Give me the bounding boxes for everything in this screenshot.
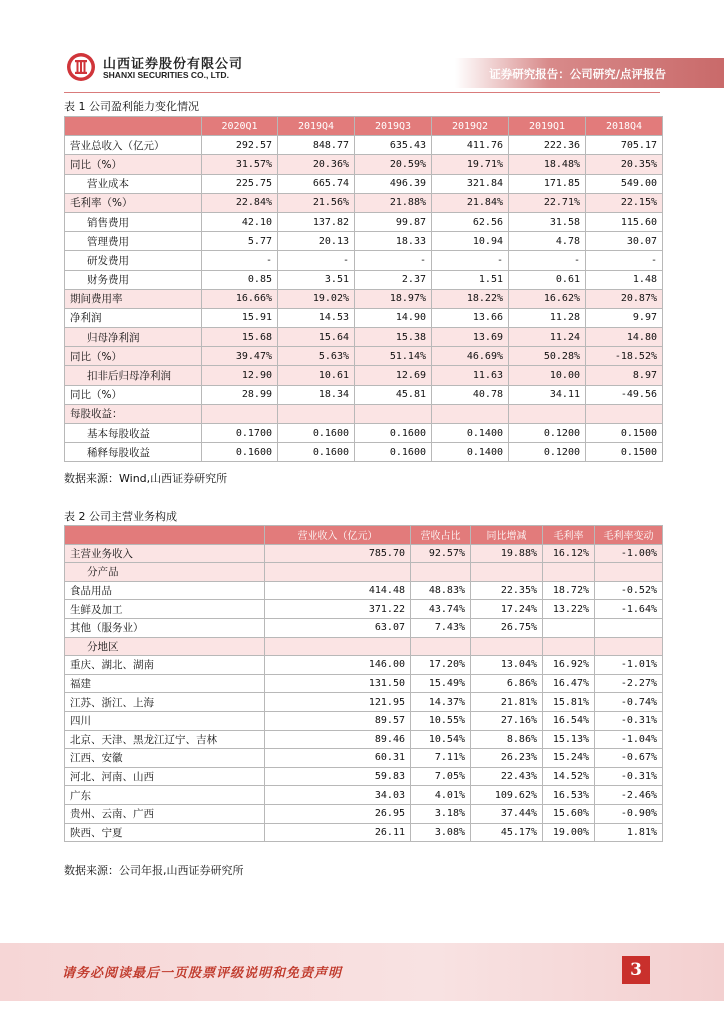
table-cell: 0.1500 [586,424,663,443]
table-cell: 59.83 [265,767,411,786]
table-cell: 18.97% [355,289,432,308]
row-label: 四川 [65,711,265,730]
row-label: 财务费用 [65,270,202,289]
table-row [65,251,663,270]
row-label: 食品用品 [65,581,265,600]
table-cell: 17.24% [471,600,543,619]
table-cell: 10.94 [432,232,509,251]
column-header: 2018Q4 [586,117,663,136]
row-label: 其他（服务业） [65,618,265,637]
table-cell: 0.61 [509,270,586,289]
table-cell: 15.64 [278,328,355,347]
table-cell: 12.69 [355,366,432,385]
table-cell: 26.11 [265,823,411,842]
table-row [65,308,663,327]
row-label: 营业成本 [65,174,202,193]
table-cell: 13.69 [432,328,509,347]
table-cell: 14.90 [355,308,432,327]
row-label: 归母净利润 [65,328,202,347]
table-header-row [65,526,663,545]
table-cell: 10.55% [411,711,471,730]
table-cell: - [586,251,663,270]
table-cell: 37.44% [471,804,543,823]
table-cell: -0.52% [595,581,663,600]
table-cell: 10.54% [411,730,471,749]
report-type-text: 证券研究报告：公司研究/点评报告 [489,67,666,81]
table-cell: 18.22% [432,289,509,308]
table-cell: 9.97 [586,308,663,327]
table-cell: 414.48 [265,581,411,600]
table-cell: 15.13% [543,730,595,749]
table-cell: 665.74 [278,174,355,193]
business-composition-table [64,525,663,842]
table-cell: 0.1400 [432,443,509,462]
table-cell: 13.04% [471,656,543,675]
table-cell: 848.77 [278,136,355,155]
table-cell: 549.00 [586,174,663,193]
table-cell: 22.35% [471,581,543,600]
table-cell [595,563,663,582]
table-cell: 171.85 [509,174,586,193]
table-cell: 0.1600 [355,443,432,462]
table-cell: 45.81 [355,385,432,404]
row-label: 营业总收入（亿元） [65,136,202,155]
table-row [65,600,663,619]
table-cell [543,618,595,637]
table-cell: 48.83% [411,581,471,600]
table-cell: 0.1500 [586,443,663,462]
table-cell: 635.43 [355,136,432,155]
table-cell: 4.78 [509,232,586,251]
table-cell: 3.18% [411,804,471,823]
row-label: 稀释每股收益 [65,443,202,462]
row-label: 主营业务收入 [65,544,265,563]
table-cell: 60.31 [265,749,411,768]
table-cell: 411.76 [432,136,509,155]
table-cell: 27.16% [471,711,543,730]
company-name-cn: 山西证券股份有限公司 [103,57,244,72]
row-label: 分产品 [65,563,265,582]
table-cell: 0.1200 [509,443,586,462]
header-divider [64,92,660,93]
table-cell: 321.84 [432,174,509,193]
table-row [65,443,663,462]
table-cell: 8.97 [586,366,663,385]
table-cell: 785.70 [265,544,411,563]
table-row [65,618,663,637]
table-row [65,385,663,404]
table-cell: 21.81% [471,693,543,712]
table-cell: 16.62% [509,289,586,308]
table-cell: 42.10 [202,212,278,231]
table-cell: 10.61 [278,366,355,385]
table-cell: 1.51 [432,270,509,289]
table-cell: - [432,251,509,270]
row-label: 贵州、云南、广西 [65,804,265,823]
table-row [65,136,663,155]
row-label: 研发费用 [65,251,202,270]
profitability-table [64,116,663,462]
table-cell: 16.54% [543,711,595,730]
table-cell: 15.38 [355,328,432,347]
table-cell: - [278,251,355,270]
table-cell [432,404,509,423]
table-row [65,767,663,786]
table-row [65,674,663,693]
disclaimer-text: 请务必阅读最后一页股票评级说明和免责声明 [62,966,343,981]
table-cell: - [202,251,278,270]
table-cell: 62.56 [432,212,509,231]
table-cell: 19.00% [543,823,595,842]
row-label: 江苏、浙江、上海 [65,693,265,712]
table-cell: -1.64% [595,600,663,619]
column-header: 2020Q1 [202,117,278,136]
table-cell: 3.08% [411,823,471,842]
row-label: 毛利率（%） [65,193,202,212]
report-type-banner [455,58,724,88]
table-cell: 21.56% [278,193,355,212]
row-label: 北京、天津、黑龙江辽宁、吉林 [65,730,265,749]
row-label: 福建 [65,674,265,693]
column-header: 毛利率变动 [595,526,663,545]
column-header: 2019Q4 [278,117,355,136]
table-cell: 11.24 [509,328,586,347]
table-cell: 7.05% [411,767,471,786]
table-cell: 30.07 [586,232,663,251]
table-cell: 22.84% [202,193,278,212]
table-cell: 4.01% [411,786,471,805]
table-cell: 15.91 [202,308,278,327]
column-header: 毛利率 [543,526,595,545]
table-cell: 26.95 [265,804,411,823]
row-label: 管理费用 [65,232,202,251]
table-cell [595,637,663,656]
row-label: 同比（%） [65,385,202,404]
row-label: 基本每股收益 [65,424,202,443]
table-cell: 15.49% [411,674,471,693]
table-cell [278,404,355,423]
table-row [65,749,663,768]
table-row [65,366,663,385]
table-cell [355,404,432,423]
row-label: 重庆、湖北、湖南 [65,656,265,675]
table-cell [471,563,543,582]
table-row [65,804,663,823]
table-cell: 18.48% [509,155,586,174]
table-cell: 0.85 [202,270,278,289]
table-cell [586,404,663,423]
table-cell: 21.84% [432,193,509,212]
table-cell: 16.12% [543,544,595,563]
row-label: 生鲜及加工 [65,600,265,619]
row-label: 期间费用率 [65,289,202,308]
table-cell: -49.56 [586,385,663,404]
table-cell: 20.35% [586,155,663,174]
table-row [65,328,663,347]
table-row [65,212,663,231]
table-cell: 39.47% [202,347,278,366]
table-cell: 28.99 [202,385,278,404]
table-row [65,786,663,805]
table-cell: 0.1600 [355,424,432,443]
table-cell [265,563,411,582]
table-cell: 46.69% [432,347,509,366]
table-cell: 18.72% [543,581,595,600]
table-cell [543,637,595,656]
table-row [65,289,663,308]
table-cell: 12.90 [202,366,278,385]
row-label: 广东 [65,786,265,805]
table-row [65,270,663,289]
table-cell: -0.90% [595,804,663,823]
table-cell: 20.13 [278,232,355,251]
table-cell: -1.04% [595,730,663,749]
table-cell: 19.71% [432,155,509,174]
table-cell [411,563,471,582]
column-header [65,117,202,136]
table-cell: 31.58 [509,212,586,231]
table-cell [265,637,411,656]
company-name-en: SHANXI SECURITIES CO., LTD. [103,70,229,80]
table-cell: 51.14% [355,347,432,366]
table-cell [471,637,543,656]
table-cell: 22.71% [509,193,586,212]
table-cell: 0.1600 [278,424,355,443]
table-cell: 371.22 [265,600,411,619]
table-row [65,581,663,600]
table-cell: -0.74% [595,693,663,712]
table-cell: 89.57 [265,711,411,730]
table-cell: 43.74% [411,600,471,619]
table-cell: -2.46% [595,786,663,805]
table-cell: -1.00% [595,544,663,563]
column-header: 2019Q3 [355,117,432,136]
table-cell: 7.11% [411,749,471,768]
table-row [65,404,663,423]
table-cell: 19.88% [471,544,543,563]
table-cell: -1.01% [595,656,663,675]
table-cell: -2.27% [595,674,663,693]
table-cell: 92.57% [411,544,471,563]
table2-source: 数据来源：公司年报,山西证券研究所 [64,864,244,877]
table-cell: 15.24% [543,749,595,768]
table-cell: 705.17 [586,136,663,155]
table-cell: 13.22% [543,600,595,619]
table-cell [509,404,586,423]
table-cell: 1.48 [586,270,663,289]
table1-source: 数据来源：Wind,山西证券研究所 [64,472,228,485]
table-cell: 3.51 [278,270,355,289]
table-cell: 13.66 [432,308,509,327]
table-cell: 89.46 [265,730,411,749]
table-row [65,656,663,675]
table-cell [543,563,595,582]
table-row [65,563,663,582]
table-cell: 21.88% [355,193,432,212]
row-label: 河北、河南、山西 [65,767,265,786]
table-cell: 225.75 [202,174,278,193]
table-cell: 20.59% [355,155,432,174]
column-header: 同比增减 [471,526,543,545]
table-cell: 26.75% [471,618,543,637]
table-cell: 5.63% [278,347,355,366]
table-cell: -0.67% [595,749,663,768]
page-number: 3 [622,956,650,984]
table-row [65,823,663,842]
column-header: 2019Q1 [509,117,586,136]
table-row [65,544,663,563]
table-cell: 14.52% [543,767,595,786]
table-cell: 18.34 [278,385,355,404]
table-cell [202,404,278,423]
row-label: 销售费用 [65,212,202,231]
table-cell: 2.37 [355,270,432,289]
table-cell: 22.43% [471,767,543,786]
column-header: 营业收入（亿元） [265,526,411,545]
table-cell: 34.03 [265,786,411,805]
table-cell: - [355,251,432,270]
table-row [65,193,663,212]
table-cell: 15.68 [202,328,278,347]
table-cell: 222.36 [509,136,586,155]
table-cell: 31.57% [202,155,278,174]
table-cell [595,618,663,637]
table-cell: 14.53 [278,308,355,327]
table-cell: -18.52% [586,347,663,366]
table-cell: 137.82 [278,212,355,231]
table-cell: 10.00 [509,366,586,385]
table-row [65,424,663,443]
table-cell: 16.66% [202,289,278,308]
table-cell: 0.1400 [432,424,509,443]
table-cell: 6.86% [471,674,543,693]
table-header-row [65,117,663,136]
column-header [65,526,265,545]
table-cell: 131.50 [265,674,411,693]
table-cell: 115.60 [586,212,663,231]
table-cell: 17.20% [411,656,471,675]
row-label: 净利润 [65,308,202,327]
table-row [65,730,663,749]
table-cell: 11.28 [509,308,586,327]
table-cell: 11.63 [432,366,509,385]
column-header: 2019Q2 [432,117,509,136]
table-cell: 8.86% [471,730,543,749]
table-cell: 292.57 [202,136,278,155]
table-cell: 0.1200 [509,424,586,443]
table-cell: 20.36% [278,155,355,174]
table-cell: 15.60% [543,804,595,823]
table-cell: 1.81% [595,823,663,842]
table-cell: 0.1600 [202,443,278,462]
table-row [65,174,663,193]
table-row [65,637,663,656]
table-cell: 14.80 [586,328,663,347]
table-cell: -0.31% [595,711,663,730]
row-label: 分地区 [65,637,265,656]
table-row [65,155,663,174]
table-cell: 7.43% [411,618,471,637]
table-cell: 16.92% [543,656,595,675]
table-cell [411,637,471,656]
table-row [65,711,663,730]
table-cell: 63.07 [265,618,411,637]
table-row [65,693,663,712]
column-header: 营收占比 [411,526,471,545]
table-cell: 15.81% [543,693,595,712]
table-cell: 496.39 [355,174,432,193]
table-cell: 19.02% [278,289,355,308]
table-cell: 121.95 [265,693,411,712]
table-row [65,232,663,251]
table-row [65,347,663,366]
table-cell: 16.53% [543,786,595,805]
table-cell: 146.00 [265,656,411,675]
table-cell: 50.28% [509,347,586,366]
row-label: 江西、安徽 [65,749,265,768]
table-cell: 14.37% [411,693,471,712]
table-cell: 34.11 [509,385,586,404]
row-label: 同比（%） [65,347,202,366]
table-cell: 0.1600 [278,443,355,462]
table-cell: 109.62% [471,786,543,805]
table-cell: 20.87% [586,289,663,308]
table-cell: 0.1700 [202,424,278,443]
table-cell: 99.87 [355,212,432,231]
table-cell: 16.47% [543,674,595,693]
table1-title: 表 1 公司盈利能力变化情况 [64,100,199,113]
table-cell: 18.33 [355,232,432,251]
table-cell: 45.17% [471,823,543,842]
table-cell: 40.78 [432,385,509,404]
page-header [0,0,724,95]
table-cell: 5.77 [202,232,278,251]
table-cell: 26.23% [471,749,543,768]
row-label: 陕西、宁夏 [65,823,265,842]
table-cell: -0.31% [595,767,663,786]
row-label: 同比（%） [65,155,202,174]
row-label: 每股收益： [65,404,202,423]
table2-title: 表 2 公司主营业务构成 [64,510,177,523]
table-cell: 22.15% [586,193,663,212]
table-cell: - [509,251,586,270]
row-label: 扣非后归母净利润 [65,366,202,385]
company-logo-icon [66,52,96,82]
